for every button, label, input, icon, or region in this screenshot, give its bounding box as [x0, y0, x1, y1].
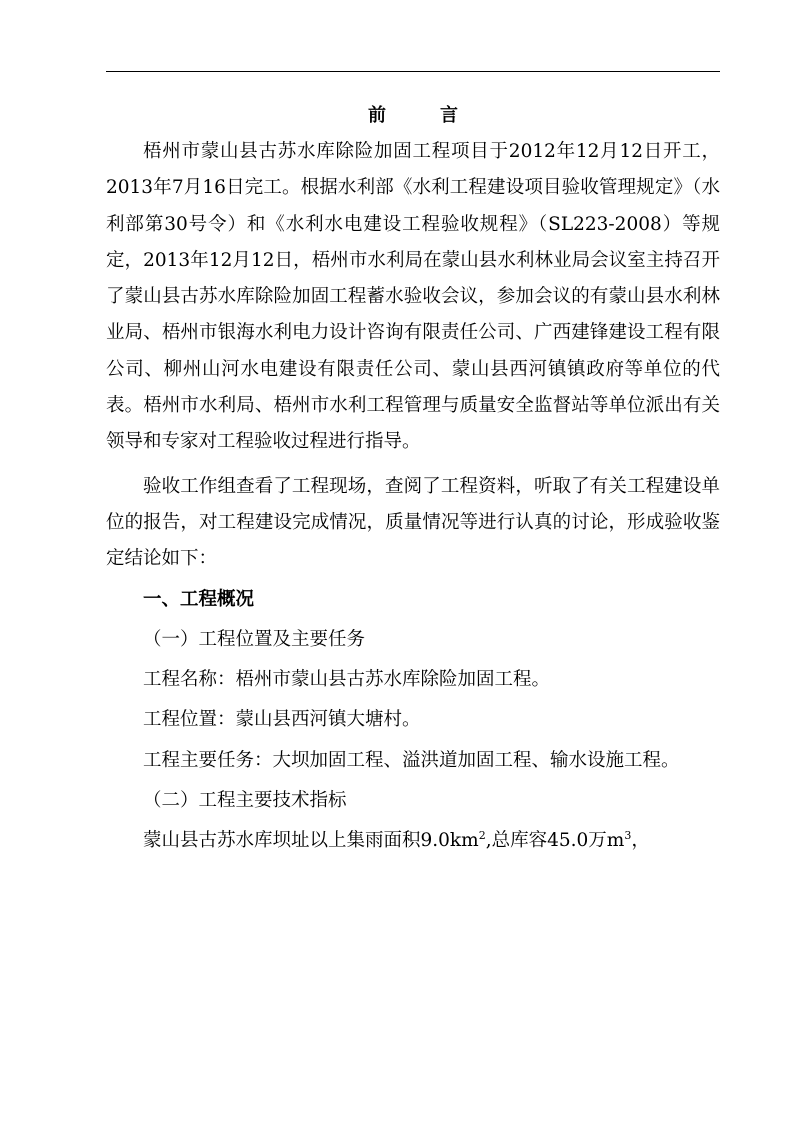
section-heading-overview: 一、工程概况 [143, 588, 255, 610]
tech-sup-m3: 3 [624, 829, 632, 843]
page-title [106, 98, 720, 134]
project-location-line: 工程位置：蒙山县西河镇大塘村。 [143, 709, 421, 731]
tech-sup-km2: 2 [478, 829, 486, 843]
title-char-2: 言 [440, 105, 458, 126]
subsection-heading-tech: （二）工程主要技术指标 [143, 790, 347, 812]
inspection-paragraph: 验收工作组查看了工程现场，查阅了工程资料，听取了有关工程建设单位的报告，对工程建设完成情况，质量情况等进行认真的讨论，形成验收鉴定结论如下： [106, 475, 720, 570]
title-char-1: 前 [368, 105, 386, 126]
document-body [106, 98, 720, 860]
subsection-heading-location: （一）工程位置及主要任务 [143, 628, 366, 650]
project-tasks-line: 工程主要任务：大坝加固工程、溢洪道加固工程、输水设施工程。 [143, 749, 680, 771]
project-name-line: 工程名称：梧州市蒙山县古苏水库除险加固工程。 [143, 669, 551, 691]
tech-text-2: ,总库容45.0万m [485, 830, 625, 852]
tech-text-1: 蒙山县古苏水库坝址以上集雨面积9.0km [143, 830, 479, 852]
header-rule [106, 71, 720, 72]
intro-paragraph: 梧州市蒙山县古苏水库除险加固工程项目于2012年12月12日开工，2013年7月16日完工。根据水利部《水利工程建设项目验收管理规定》（水利部第30号令）和《水利水电建设工程验收规程》（SL223-2008）等规定，2013年12月12日，梧州市水利局在蒙山县水利林业局会议室主持召开了蒙山县古苏水库除险加固工程蓄水验收会议，参加会议的有蒙山县水利林业局、梧州市银海水利电力设计咨询有限责任公司、广西建锋建设工程有限公司、柳州山河水电建设有限责任公司、蒙山县西河镇镇政府等单位的代表。梧州市水利局、梧州市水利工程管理与质量安全监督站等单位派出有关领导和专家对工程验收过程进行指导。 [106, 141, 720, 453]
tech-text-3: ， [631, 830, 650, 852]
tech-indicators-line [106, 823, 720, 859]
